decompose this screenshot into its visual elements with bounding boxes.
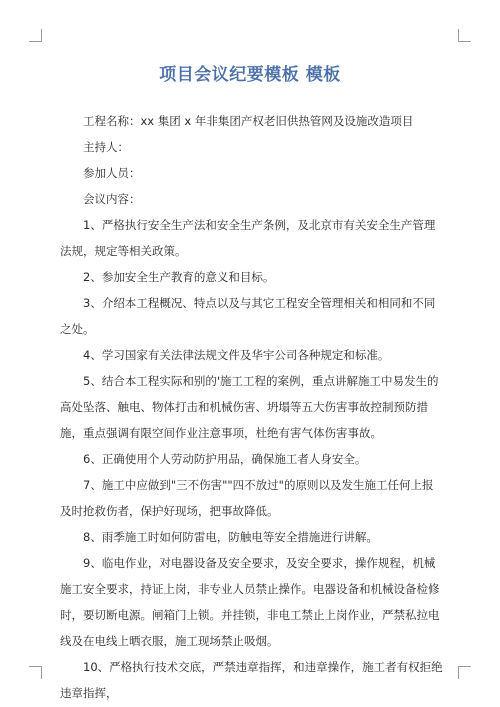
content-item-6: 6、正确使用个人劳动防护用品，确保施工者人身安全。 — [83, 452, 367, 466]
crop-mark-top-left — [29, 29, 42, 42]
content-item-4: 4、学习国家有关法律法规文件及华宇公司各种规定和标准。 — [83, 348, 390, 362]
content-item-7: 7、施工中应做到"三不伤害""四不放过"的原则以及发生施工任何上报及时抢救伤者，保护好现场，把事故降低。 — [60, 478, 434, 518]
crop-mark-bottom-right — [458, 666, 471, 679]
content-item-5: 5、结合本工程实际和别的'施工工程的案例，重点讲解施工中易发生的高处坠落、触电、物体打击和机械伤害、坍塌等五大伤害事故控制预防措施，重点强调有限空间作业注意事项，杜绝有害气体伤害事故。 — [60, 374, 439, 440]
field-host: 主持人： — [83, 140, 129, 154]
crop-mark-top-right — [458, 29, 471, 42]
crop-mark-bottom-left — [29, 666, 42, 679]
document-body — [60, 108, 443, 706]
field-attendees: 参加人员： — [83, 166, 141, 180]
content-item-2: 2、参加安全生产教育的意义和目标。 — [83, 270, 275, 284]
content-item-3: 3、介绍本工程概况、特点以及与其它工程安全管理相关和相同和不同之处。 — [60, 296, 436, 336]
field-meeting-content: 会议内容： — [83, 192, 141, 206]
content-item-8: 8、雨季施工时如何防雷电，防触电等安全措施进行讲解。 — [83, 530, 378, 544]
page-title: 项目会议纪要模板 模板 — [159, 65, 341, 85]
content-item-10: 10、严格执行技术交底，严禁违章指挥，和违章操作，施工者有权拒绝违章指挥， — [60, 660, 443, 700]
field-project-name: 工程名称：xx 集团 x 年非集团产权老旧供热管网及设施改造项目 — [83, 114, 414, 128]
content-item-1: 1、严格执行安全生产法和安全生产条例，及北京市有关安全生产管理法规，规定等相关政策。 — [60, 218, 436, 258]
content-item-9: 9、临电作业，对电器设备及安全要求，及安全要求，操作规程，机械施工安全要求，持证上岗，非专业人员禁止操作。电器设备和机械设备检修时，要切断电源。闸箱门上锁。并挂锁，非电工禁止上岗作业，严禁私拉电线及在电线上晒衣服，施工现场禁止吸烟。 — [60, 556, 440, 648]
